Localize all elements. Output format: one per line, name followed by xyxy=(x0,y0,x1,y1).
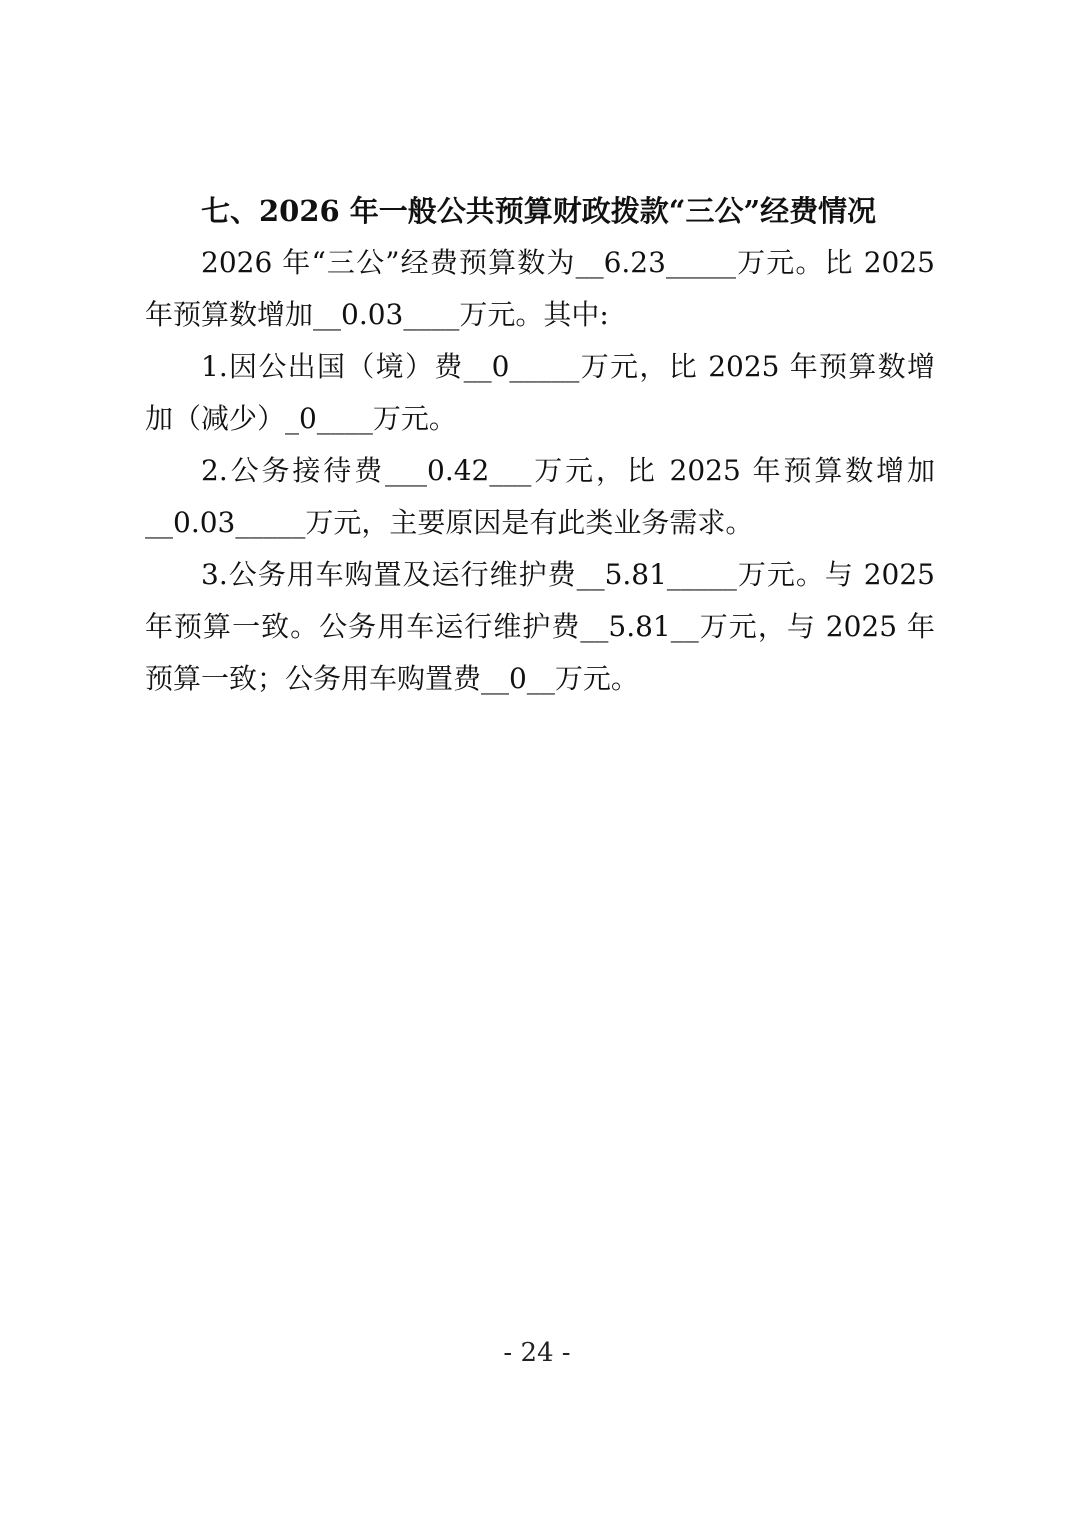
amount-total: __6.23_____ xyxy=(575,246,736,279)
text-segment: 万元。与 2025 年预算一致。公务用车运行维护费 xyxy=(145,558,935,643)
amount-vehicles: __5.81_____ xyxy=(576,558,737,591)
paragraph-overseas-travel xyxy=(145,341,935,445)
section-heading: 七、2026 年一般公共预算财政拨款“三公”经费情况 xyxy=(201,194,877,228)
text-segment: 万元。其中: xyxy=(459,298,609,331)
text-segment: 万元。 xyxy=(554,662,639,695)
paragraph-reception xyxy=(145,445,935,549)
text-segment: 3.公务用车购置及运行维护费 xyxy=(201,558,577,591)
amount-vehicle-maintenance: __5.81__ xyxy=(580,610,699,643)
text-segment: 2026 年“三公”经费预算数为 xyxy=(201,246,576,279)
amount-reception-increase: __0.03_____ xyxy=(145,506,306,539)
amount-vehicle-purchase: __0__ xyxy=(481,662,555,695)
text-segment: 1.因公出国（境）费 xyxy=(201,350,464,383)
text-segment: 万元。比 2025 年预算数增加 xyxy=(145,246,935,331)
amount-overseas-change: _0____ xyxy=(285,402,373,435)
document-body xyxy=(145,185,935,705)
paragraph-total-budget xyxy=(145,237,935,341)
amount-overseas: __0_____ xyxy=(463,350,580,383)
text-segment: 万元。 xyxy=(372,402,457,435)
text-segment: 万元，比 2025 年预算数增加 xyxy=(531,454,936,487)
page-number: - 24 - xyxy=(503,1338,571,1368)
amount-total-increase: __0.03____ xyxy=(313,298,460,331)
text-segment: 万元，主要原因是有此类业务需求。 xyxy=(305,506,754,539)
paragraph-vehicles xyxy=(145,549,935,705)
text-segment: 万元，与 2025 年预算一致；公务用车购置费 xyxy=(145,610,935,695)
amount-reception: ___0.42___ xyxy=(385,454,532,487)
text-segment: 2.公务接待费 xyxy=(201,454,386,487)
text-segment: 万元，比 2025 年预算数增加（减少） xyxy=(145,350,935,435)
